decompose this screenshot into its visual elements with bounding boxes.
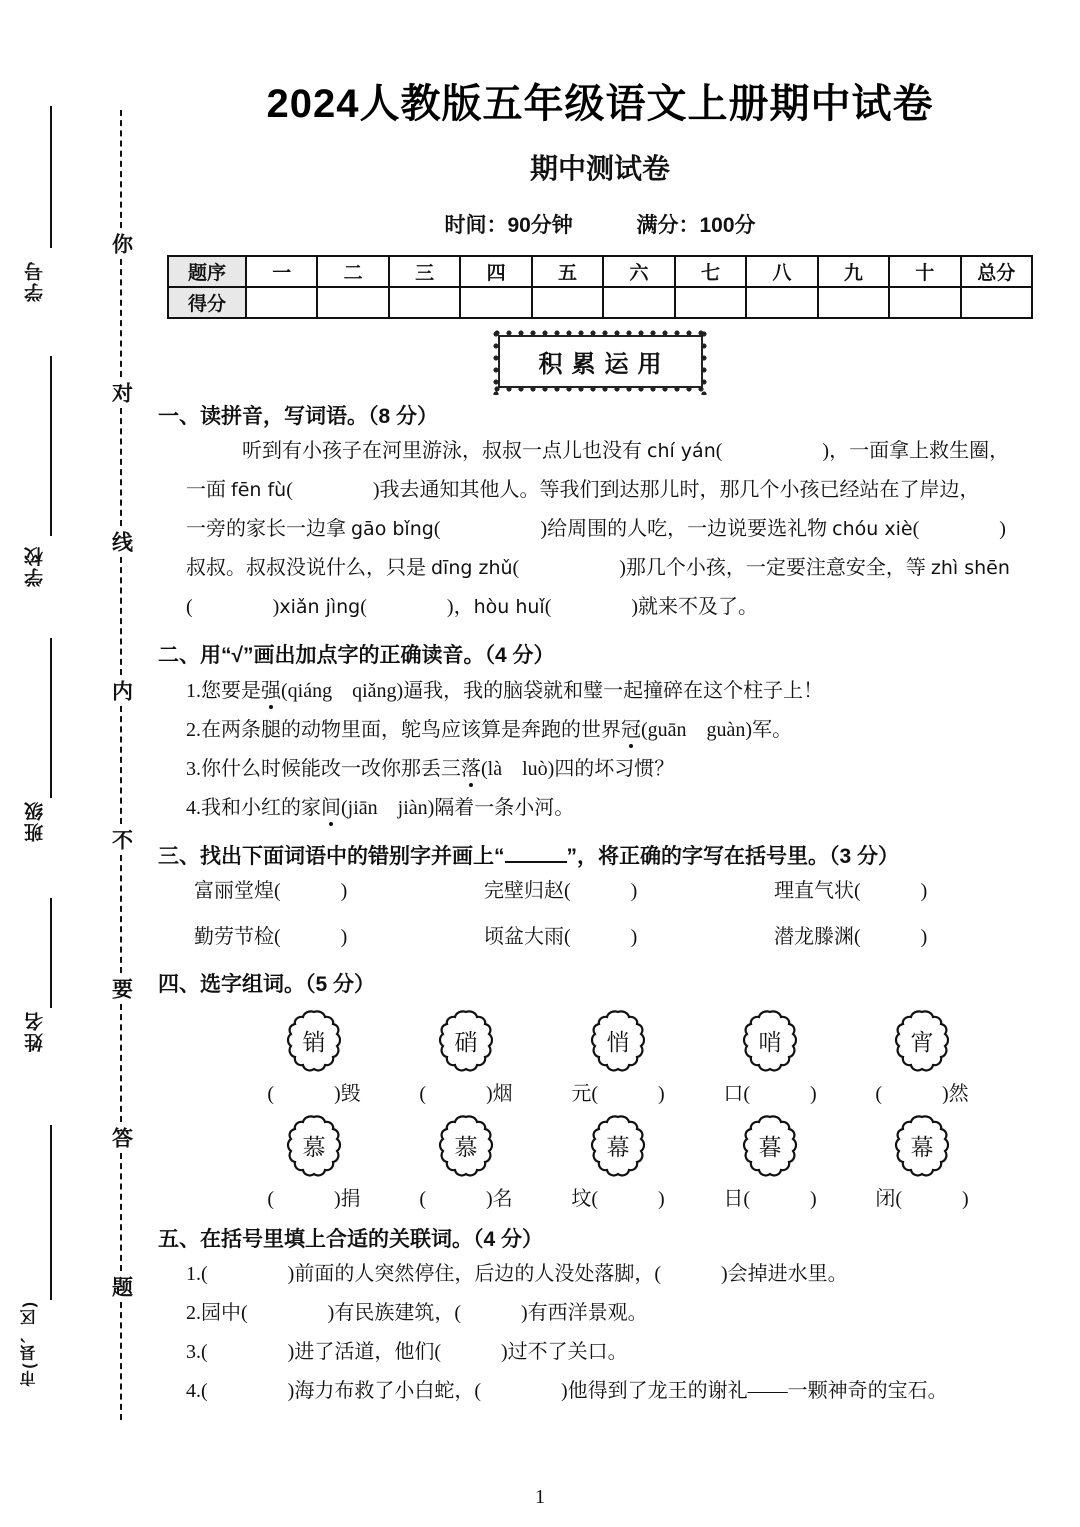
cloud-word-blank[interactable]: 元( ) (571, 1082, 665, 1105)
cloud-word-blank[interactable]: ( )捐 (267, 1187, 361, 1210)
question-1-body (186, 432, 1042, 627)
q2-item-number: 4. (186, 796, 201, 819)
seal-char: 题 (109, 1276, 133, 1297)
sidebar-rule (50, 898, 52, 1008)
q1-answer-blank[interactable]: ( ) (286, 479, 380, 502)
q5-item-number: 2. (186, 1302, 201, 1325)
score-cell[interactable] (818, 287, 889, 318)
idiom-item[interactable]: 理直气状( ) (774, 880, 928, 903)
cloud-word-blank[interactable]: ( )然 (875, 1082, 969, 1105)
q1-answer-blank[interactable]: ( ) (186, 596, 280, 619)
question-4-heading: 四、选字组词。（5 分） (158, 973, 376, 997)
cloud-shape-icon (893, 1114, 951, 1178)
question-5-heading: 五、在括号里填上合适的关联词。（4 分） (158, 1227, 544, 1251)
question-2-heading: 二、用“√”画出加点字的正确读音。（4 分） (158, 644, 555, 668)
sidebar-field-xingming (22, 1010, 82, 1052)
q1-text: ， (453, 596, 474, 619)
cloud-word-blank[interactable]: 日( ) (723, 1187, 817, 1210)
q2-text: 军。 (752, 718, 793, 741)
sidebar-rule (50, 356, 52, 536)
q5-item-number: 4. (186, 1380, 201, 1403)
banner-text: 积累运用 (538, 351, 671, 378)
q1-line (186, 432, 1042, 471)
idiom-item[interactable]: 顷盆大雨( ) (484, 926, 638, 949)
q1-text: ，一面拿上救生圈， (829, 440, 1010, 463)
q2-text: 在两条腿的动物里面，鸵鸟应该算是奔跑的世界 (201, 718, 621, 741)
cloud-shape-icon (285, 1114, 343, 1178)
cloud-shape-icon (589, 1114, 647, 1178)
q2-text: 您要是 (201, 679, 261, 702)
exam-meta (158, 209, 1042, 239)
cloud-cell (875, 1009, 968, 1106)
seal-char: 你 (109, 233, 133, 254)
score-cell[interactable] (317, 287, 388, 318)
q2-text: 我和小红的家 (201, 796, 321, 819)
q2-text: 隔着一条小河。 (434, 796, 575, 819)
score-cell[interactable] (675, 287, 746, 318)
question-3-idiom-grid (194, 872, 1042, 956)
q5-item (186, 1255, 1042, 1294)
seal-dash-segment (120, 706, 122, 824)
q1-text: 就来不及了。 (638, 596, 759, 619)
cloud-shape-icon (437, 1114, 495, 1178)
q1-text: 听到有小孩子在河里游泳，叔叔一点儿也没有 (242, 440, 647, 463)
score-cell[interactable] (460, 287, 531, 318)
q2-dotted-char: 强 (261, 679, 281, 702)
q1-text: 一面 (186, 479, 231, 502)
banner-edge-left (490, 328, 503, 395)
page-number: 1 (535, 1486, 545, 1508)
cloud-cell (723, 1114, 816, 1211)
score-cell[interactable] (246, 287, 317, 318)
question-4-cloud-row-1 (238, 1009, 998, 1106)
table-row-scores (168, 287, 1032, 318)
cloud-char: 幕 (606, 1134, 630, 1161)
seal-dash-segment (120, 110, 122, 228)
q1-text: 那几个小孩，一定要注意安全，等 (625, 557, 931, 580)
q1-answer-blank[interactable]: ( ) (360, 596, 454, 619)
page-subtitle: 期中测试卷 (529, 153, 670, 184)
score-table-col: 十 (889, 256, 960, 287)
seal-char: 要 (109, 978, 133, 999)
cloud-char: 哨 (758, 1029, 782, 1056)
cloud-shape-icon (893, 1009, 951, 1073)
q1-line (186, 588, 1042, 627)
exam-total-score: 满分：100分 (636, 214, 756, 237)
sidebar-field-label: 姓名 (25, 1010, 46, 1052)
score-cell[interactable] (746, 287, 817, 318)
score-cell[interactable] (961, 287, 1032, 318)
sidebar-field-shixianqu (18, 1300, 88, 1387)
score-table-col: 总分 (961, 256, 1032, 287)
q3-heading-part-a: 三、找出下面词语中的错别字并画上“ (158, 844, 505, 868)
q1-pinyin: xiǎn jìng (279, 596, 361, 619)
sidebar-field-label: 市(县、区) (21, 1300, 38, 1387)
cloud-cell (267, 1009, 360, 1106)
exam-paper (150, 0, 1060, 1527)
q1-pinyin: chóu xiè (832, 518, 913, 541)
q1-pinyin: hòu huǐ (473, 596, 545, 619)
q1-text: 给周围的人吃，一边说要选礼物 (547, 518, 833, 541)
q5-item-text[interactable]: ( )进了活道，他们( )过不了关口。 (201, 1341, 628, 1364)
q1-pinyin: zhì shēn (930, 557, 1010, 580)
question-5-body (186, 1255, 1042, 1411)
sidebar-field-xuehao (22, 260, 82, 302)
q2-pinyin-choices[interactable]: (jiān jiàn) (341, 796, 435, 819)
seal-char: 线 (109, 531, 133, 552)
cloud-shape-icon (285, 1009, 343, 1073)
cloud-cell (267, 1114, 360, 1211)
section-banner-wrap (158, 335, 1042, 388)
underline-mark (505, 861, 567, 863)
sidebar-rule (50, 638, 52, 798)
sidebar-field-label: 学校 (25, 545, 46, 587)
cloud-shape-icon (741, 1114, 799, 1178)
score-table-col: 二 (317, 256, 388, 287)
idiom-item[interactable]: 勤劳节检( ) (194, 926, 348, 949)
q2-item (186, 750, 1042, 789)
score-table-col: 八 (746, 256, 817, 287)
idiom-item[interactable]: 潜龙滕渊( ) (774, 926, 928, 949)
q5-item (186, 1294, 1042, 1333)
q2-text: 四的坏习惯？ (554, 757, 675, 780)
sidebar-field-banji (22, 800, 82, 842)
sidebar-field-xuexiao (22, 545, 82, 587)
seal-dash-segment (120, 259, 122, 377)
q2-item (186, 711, 1042, 750)
score-cell[interactable] (532, 287, 603, 318)
q5-item-text[interactable]: ( )前面的人突然停住，后边的人没处落脚，( )会掉进水里。 (201, 1263, 848, 1286)
score-table-col: 九 (818, 256, 889, 287)
q1-answer-blank[interactable]: ( ) (544, 596, 639, 619)
seal-dash-segment (120, 408, 122, 526)
section-banner (498, 335, 703, 388)
sidebar-field-label: 学号 (25, 260, 46, 302)
question-1-heading: 一、读拼音，写词语。（8 分） (158, 405, 439, 428)
q5-item-text[interactable]: ( )海力布救了小白蛇，( )他得到了龙王的谢礼——一颗神奇的宝石。 (201, 1380, 948, 1403)
cloud-char: 销 (302, 1029, 326, 1056)
cloud-char: 慕 (454, 1134, 478, 1161)
cloud-char: 幕 (910, 1134, 934, 1161)
cloud-word-blank[interactable]: 闭( ) (875, 1187, 969, 1210)
q2-pinyin-choices[interactable]: (qiáng qiǎng) (281, 679, 404, 702)
seal-char: 不 (109, 829, 133, 850)
q1-line (186, 510, 1042, 549)
q5-item-text[interactable]: 园中( )有民族建筑，( )有西洋景观。 (201, 1302, 648, 1325)
score-table-col: 五 (532, 256, 603, 287)
score-table-col: 四 (460, 256, 531, 287)
seal-dash-segment (120, 1302, 122, 1420)
cloud-char: 硝 (454, 1029, 478, 1056)
cloud-char: 暮 (758, 1134, 782, 1161)
score-table-rowhead: 题序 (168, 256, 246, 287)
question-3-heading (158, 842, 1042, 872)
q2-pinyin-choices[interactable]: (là luò) (481, 757, 555, 780)
sidebar-rule (50, 106, 52, 248)
cloud-word-blank[interactable]: ( )名 (419, 1187, 513, 1210)
q2-dotted-char: 落 (461, 757, 481, 780)
sidebar-rule (50, 1125, 52, 1300)
q1-pinyin: fēn fù (231, 479, 287, 502)
cloud-shape-icon (437, 1009, 495, 1073)
exam-time: 时间：90分钟 (444, 214, 573, 237)
idiom-item[interactable]: 完壁归赵( ) (484, 880, 638, 903)
seal-dash-segment (120, 855, 122, 973)
cloud-cell (571, 1114, 664, 1211)
cloud-cell (571, 1009, 664, 1106)
seal-char: 答 (109, 1127, 133, 1148)
idiom-item[interactable]: 富丽堂煌( ) (194, 880, 348, 903)
page-title: 2024人教版五年级语文上册期中试卷 (266, 82, 934, 126)
cloud-cell (419, 1009, 512, 1106)
score-table-col: 六 (603, 256, 674, 287)
q2-item (186, 672, 1042, 711)
q1-pinyin: chí yán (647, 440, 716, 463)
cloud-cell (723, 1009, 816, 1106)
cloud-cell (419, 1114, 512, 1211)
seal-dash-segment (120, 557, 122, 675)
score-table (167, 255, 1033, 319)
banner-edge-right (698, 328, 711, 395)
cloud-word-blank[interactable]: ( )烟 (419, 1082, 513, 1105)
score-cell[interactable] (389, 287, 460, 318)
q1-answer-blank[interactable]: ( ) (512, 557, 626, 580)
q2-item-number: 2. (186, 718, 201, 741)
sidebar-field-label: 班级 (25, 800, 46, 842)
q1-answer-blank[interactable]: ( ) (715, 440, 830, 463)
cloud-shape-icon (589, 1009, 647, 1073)
seal-char: 内 (109, 680, 133, 701)
table-row-headers (168, 256, 1032, 287)
score-table-col: 七 (675, 256, 746, 287)
seal-dash-segment (120, 1004, 122, 1122)
score-cell[interactable] (603, 287, 674, 318)
q2-item-number: 1. (186, 679, 201, 702)
cloud-word-blank[interactable]: ( )毁 (267, 1082, 361, 1105)
seal-char: 对 (109, 382, 133, 403)
cloud-cell (875, 1114, 968, 1211)
cloud-shape-icon (741, 1009, 799, 1073)
q2-text: 逼我，我的脑袋就和璧一起撞碎在这个柱子上！ (403, 679, 824, 702)
question-2-body (186, 672, 1042, 828)
q5-item-number: 1. (186, 1263, 201, 1286)
q5-item-number: 3. (186, 1341, 201, 1364)
q1-pinyin: gāo bǐng (351, 518, 434, 541)
q1-answer-blank[interactable]: ( ) (912, 518, 1006, 541)
cloud-char: 悄 (606, 1029, 630, 1056)
question-4-cloud-row-2 (238, 1114, 998, 1211)
q1-line (186, 471, 1042, 510)
score-table-rowhead: 得分 (168, 287, 246, 318)
q3-heading-part-b: ”，将正确的字写在括号里。（3 分） (566, 844, 900, 868)
q1-line (186, 549, 1042, 588)
q1-answer-blank[interactable]: ( ) (433, 518, 548, 541)
cloud-word-blank[interactable]: 口( ) (723, 1082, 817, 1105)
q5-item (186, 1372, 1042, 1411)
cloud-char: 宵 (910, 1029, 934, 1056)
cloud-char: 慕 (302, 1134, 326, 1161)
q2-text: 你什么时候能改一改你那丢三 (201, 757, 461, 780)
seal-dash-segment (120, 1153, 122, 1271)
q2-item (186, 789, 1042, 828)
q2-dotted-char: 冠 (621, 718, 641, 741)
q1-text: 叔叔。叔叔没说什么，只是 (186, 557, 431, 580)
q2-item-number: 3. (186, 757, 201, 780)
q2-pinyin-choices[interactable]: (guān guàn) (641, 718, 753, 741)
cloud-word-blank[interactable]: 坟( ) (571, 1187, 665, 1210)
score-table-col: 三 (389, 256, 460, 287)
score-table-col: 一 (246, 256, 317, 287)
score-cell[interactable] (889, 287, 960, 318)
q1-pinyin: dīng zhǔ (431, 557, 513, 580)
seal-line (100, 110, 142, 1420)
q1-text: 一旁的家长一边拿 (186, 518, 351, 541)
q2-dotted-char: 间 (321, 796, 341, 819)
q5-item (186, 1333, 1042, 1372)
q1-text: 我去通知其他人。等我们到达那儿时，那几个小孩已经站在了岸边， (379, 479, 980, 502)
